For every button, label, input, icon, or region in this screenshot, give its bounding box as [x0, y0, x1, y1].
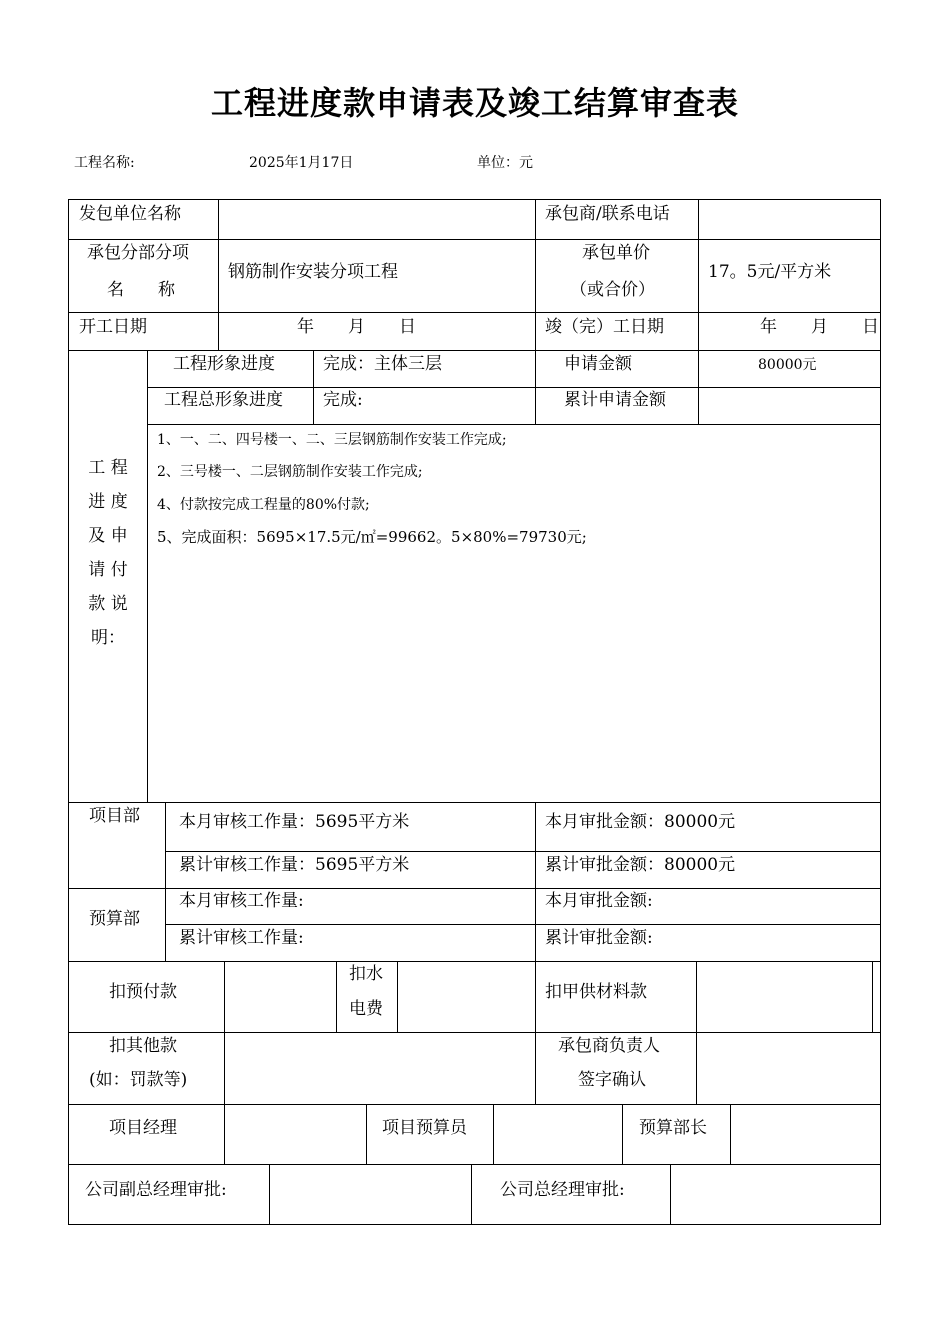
row-divider: [68, 888, 881, 889]
col-divider: [622, 1104, 623, 1164]
border-bottom: [68, 1224, 881, 1225]
col-divider: [872, 961, 873, 1032]
total-image-progress-label: 工程总形象进度: [164, 390, 283, 410]
col-divider: [471, 1164, 472, 1224]
unit-price-value: 17。5元/平方米: [708, 262, 832, 282]
row-divider: [165, 851, 881, 852]
project-budgeter-label: 项目预算员: [382, 1118, 467, 1138]
col-divider: [218, 199, 219, 350]
budget-dept-label: 预算部: [89, 909, 140, 929]
contractor-sign-label: 承包商负责人: [558, 1036, 660, 1056]
progress-side-label: [78, 451, 138, 655]
side-label-line: 及 申: [88, 526, 128, 546]
image-progress-value: 完成：主体三层: [323, 354, 442, 374]
finish-date-value: 年 月 日: [760, 317, 879, 337]
project-month-work: 本月审核工作量：5695平方米: [179, 812, 410, 832]
project-manager-label: 项目经理: [109, 1118, 177, 1138]
subproject-label: 承包分部分项: [87, 243, 189, 263]
border-left: [68, 199, 69, 1225]
col-divider: [493, 1104, 494, 1164]
row-divider: [68, 1032, 881, 1033]
apply-amount-label: 申请金额: [564, 354, 632, 374]
col-divider: [224, 1104, 225, 1164]
col-divider: [224, 961, 225, 1104]
apply-amount-value: 80000元: [758, 357, 817, 373]
unit-price-label: （或合价）: [570, 280, 655, 300]
col-divider: [336, 961, 337, 1032]
budget-month-amount: 本月审批金额:: [545, 891, 653, 911]
col-divider: [535, 199, 536, 350]
row-divider: [68, 802, 881, 803]
page-title: 工程进度款申请表及竣工结算审查表: [210, 84, 739, 122]
col-divider: [670, 1164, 671, 1224]
side-label-line: 请 付: [88, 560, 128, 580]
total-apply-label: 累计申请金额: [564, 390, 666, 410]
col-divider: [313, 350, 314, 424]
col-divider: [535, 350, 536, 424]
project-name-label: 工程名称:: [74, 155, 135, 171]
prepay-deduction-label: 扣预付款: [109, 982, 177, 1002]
other-deduction-label: 扣其他款: [109, 1036, 177, 1056]
col-divider: [366, 1104, 367, 1164]
subproject-value: 钢筋制作安装分项工程: [228, 262, 398, 282]
row-divider: [68, 350, 881, 351]
project-dept-label: 项目部: [89, 806, 140, 826]
row-divider: [165, 924, 881, 925]
note-line: 4、付款按完成工程量的80%付款;: [157, 497, 370, 513]
border-top: [68, 199, 881, 200]
subproject-label: 名 称: [107, 280, 175, 300]
contractor-phone-label: 承包商/联系电话: [545, 204, 670, 224]
side-label-line: 明：: [91, 628, 125, 648]
row-divider: [147, 424, 881, 425]
gm-approval-label: 公司总经理审批:: [500, 1180, 625, 1200]
budget-head-label: 预算部长: [639, 1118, 707, 1138]
col-divider: [698, 350, 699, 424]
row-divider: [68, 961, 881, 962]
other-deduction-note: (如：罚款等): [89, 1070, 188, 1090]
unit-price-label: 承包单价: [582, 243, 650, 263]
col-divider: [535, 961, 536, 1104]
col-divider: [165, 802, 166, 961]
water-deduction-label: 扣水: [349, 964, 383, 984]
project-month-amount: 本月审批金额：80000元: [545, 812, 736, 832]
contractor-sign-label: 签字确认: [578, 1070, 646, 1090]
form-table: [68, 199, 881, 1225]
finish-date-label: 竣（完）工日期: [545, 317, 664, 337]
budget-total-work: 累计审核工作量:: [179, 928, 304, 948]
side-label-line: 进 度: [88, 492, 128, 512]
col-divider: [730, 1104, 731, 1164]
note-line: 2、三号楼一、二层钢筋制作安装工作完成;: [157, 464, 423, 480]
side-label-line: 款 说: [88, 594, 128, 614]
col-divider: [535, 802, 536, 961]
col-divider: [269, 1164, 270, 1224]
start-date-value: 年 月 日: [297, 317, 416, 337]
col-divider: [147, 350, 148, 802]
budget-total-amount: 累计审批金额:: [545, 928, 653, 948]
form-date: 2025年1月17日: [249, 155, 354, 171]
vice-gm-approval-label: 公司副总经理审批:: [85, 1180, 227, 1200]
project-total-work: 累计审核工作量：5695平方米: [179, 855, 410, 875]
row-divider: [147, 387, 881, 388]
col-divider: [696, 961, 697, 1104]
row-divider: [68, 239, 881, 240]
start-date-label: 开工日期: [79, 317, 147, 337]
project-total-amount: 累计审批金额：80000元: [545, 855, 736, 875]
material-deduction-label: 扣甲供材料款: [545, 982, 647, 1002]
image-progress-label: 工程形象进度: [173, 354, 275, 374]
budget-month-work: 本月审核工作量:: [179, 891, 304, 911]
col-divider: [698, 199, 699, 350]
currency-unit: 单位：元: [477, 155, 533, 171]
row-divider: [68, 1104, 881, 1105]
total-image-progress-value: 完成:: [323, 390, 363, 410]
row-divider: [68, 1164, 881, 1165]
border-right: [880, 199, 881, 1225]
client-label: 发包单位名称: [79, 204, 181, 224]
col-divider: [397, 961, 398, 1032]
side-label-line: 工 程: [88, 458, 128, 478]
row-divider: [68, 312, 881, 313]
note-line: 1、一、二、四号楼一、二、三层钢筋制作安装工作完成;: [157, 432, 507, 448]
note-line: 5、完成面积：5695×17.5元/㎡=99662。5×80%=79730元;: [157, 528, 587, 546]
water-deduction-label: 电费: [349, 999, 383, 1019]
